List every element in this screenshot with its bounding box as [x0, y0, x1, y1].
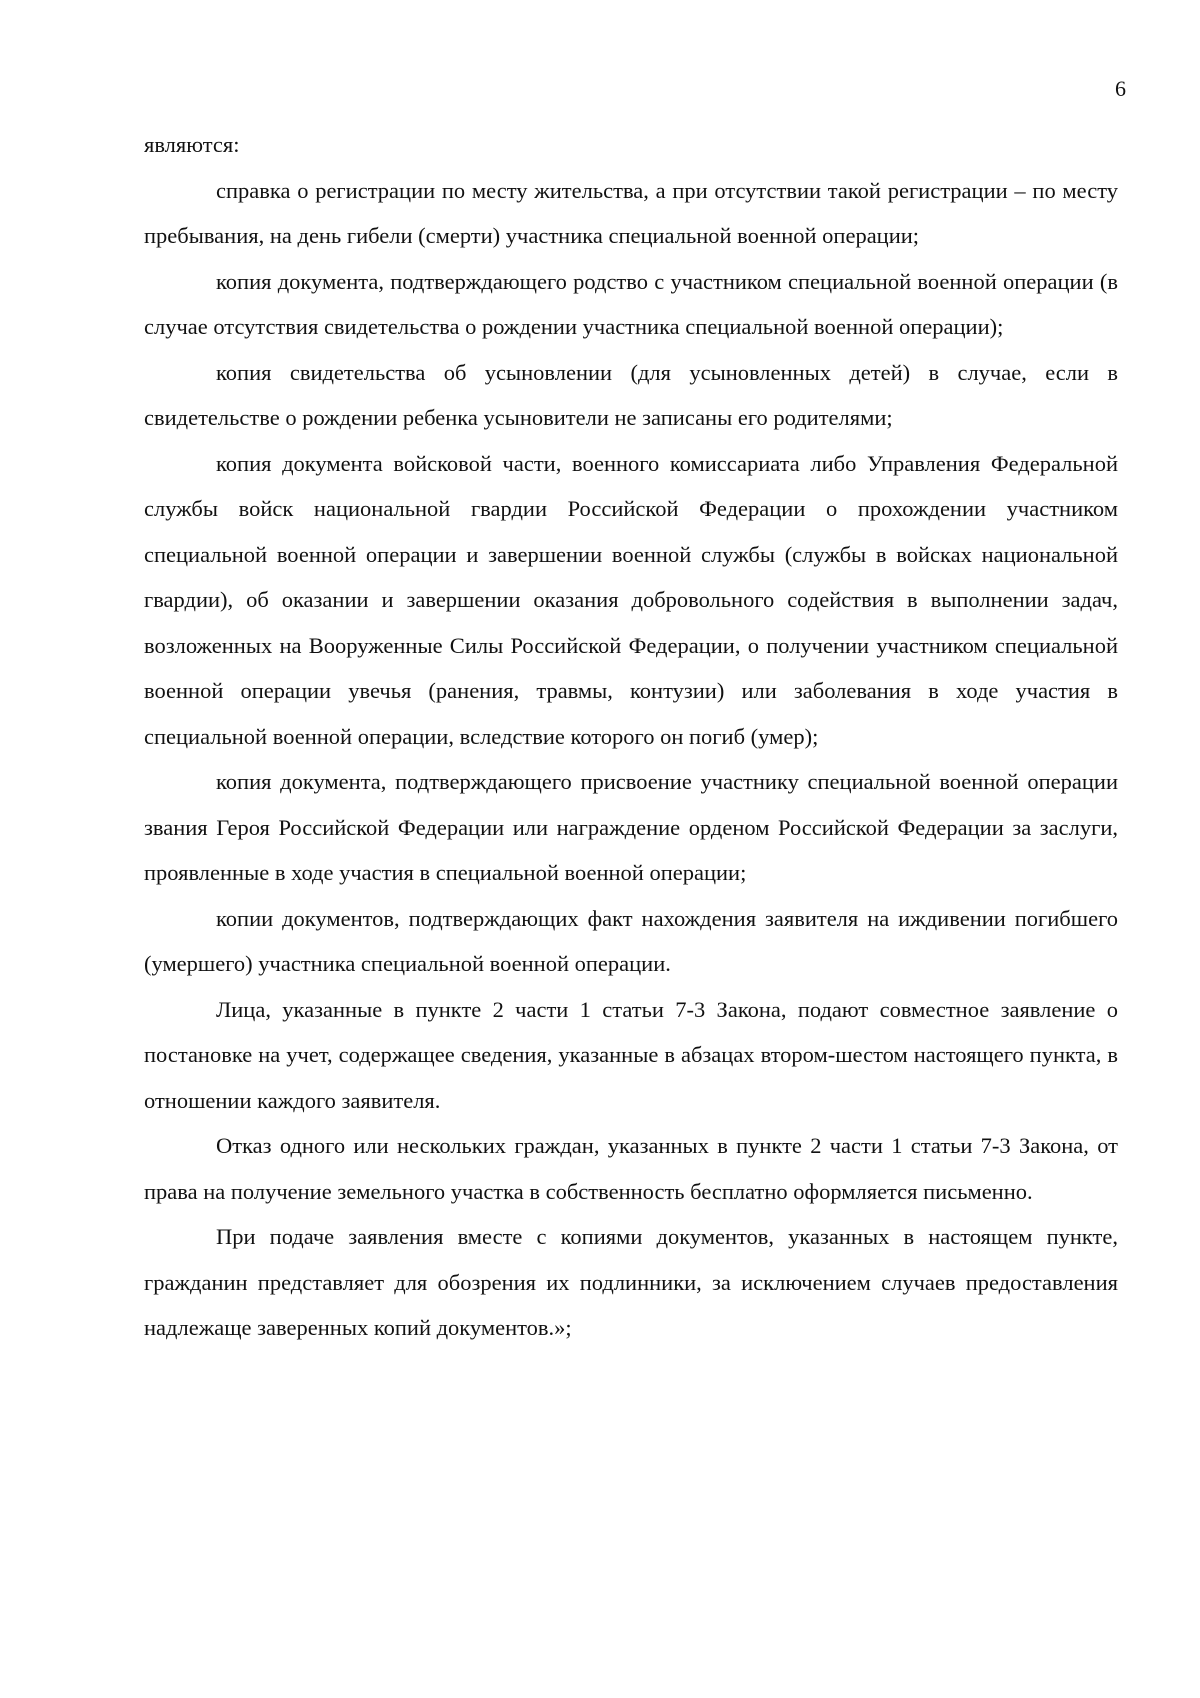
page-number: 6 — [1115, 76, 1126, 101]
paragraph-dependency-documents: копии документов, подтверждающих факт нахождения заявителя на иждивении погибшего (умершего) участника специальной военной операции. — [144, 905, 1118, 976]
paragraph-hero-award-document: копия документа, подтверждающего присвоение участнику специальной военной операции звания Героя Российской Федерации или награждение орденом Российской Федерации за заслуги, проявленные в ходе участия в специальной военной операции; — [144, 769, 1118, 885]
paragraph-originals-submission: При подаче заявления вместе с копиями документов, указанных в настоящем пункте, гражданин представляет для обозрения их подлинники, за исключением случаев предоставления надлежаще заверенных копий документов.»; — [144, 1224, 1118, 1340]
paragraph-refusal: Отказ одного или нескольких граждан, указанных в пункте 2 части 1 статьи 7-3 Закона, от права на получение земельного участка в собственность бесплатно оформляется письменно. — [144, 1133, 1118, 1204]
paragraph-military-unit-document: копия документа войсковой части, военного комиссариата либо Управления Федеральной службы войск национальной гвардии Российской Федерации о прохождении участником специальной военной операции и завершении военной службы (службы в войсках национальной гвардии), об оказании и завершении оказания добровольного содействия в выполнении задач, возложенных на Вооруженные Силы Российской Федерации, о получении участником специальной военной операции увечья (ранения, травмы, контузии) или заболевания в ходе участия в специальной военной операции, вследствие которого он погиб (умер); — [144, 450, 1118, 749]
paragraph-adoption-certificate: копия свидетельства об усыновлении (для усыновленных детей) в случае, если в свидетельстве о рождении ребенка усыновители не записаны его родителями; — [144, 359, 1118, 430]
document-body — [144, 122, 1118, 1351]
paragraph-continuation: являются: — [144, 132, 240, 157]
paragraph-kinship-document: копия документа, подтверждающего родство с участником специальной военной операции (в случае отсутствия свидетельства о рождении участника специальной военной операции); — [144, 268, 1118, 339]
paragraph-residence-certificate: справка о регистрации по месту жительства, а при отсутствии такой регистрации – по месту пребывания, на день гибели (смерти) участника специальной военной операции; — [144, 177, 1118, 248]
paragraph-joint-application: Лица, указанные в пункте 2 части 1 статьи 7-3 Закона, подают совместное заявление о постановке на учет, содержащее сведения, указанные в абзацах втором-шестом настоящего пункта, в отношении каждого заявителя. — [144, 996, 1118, 1113]
